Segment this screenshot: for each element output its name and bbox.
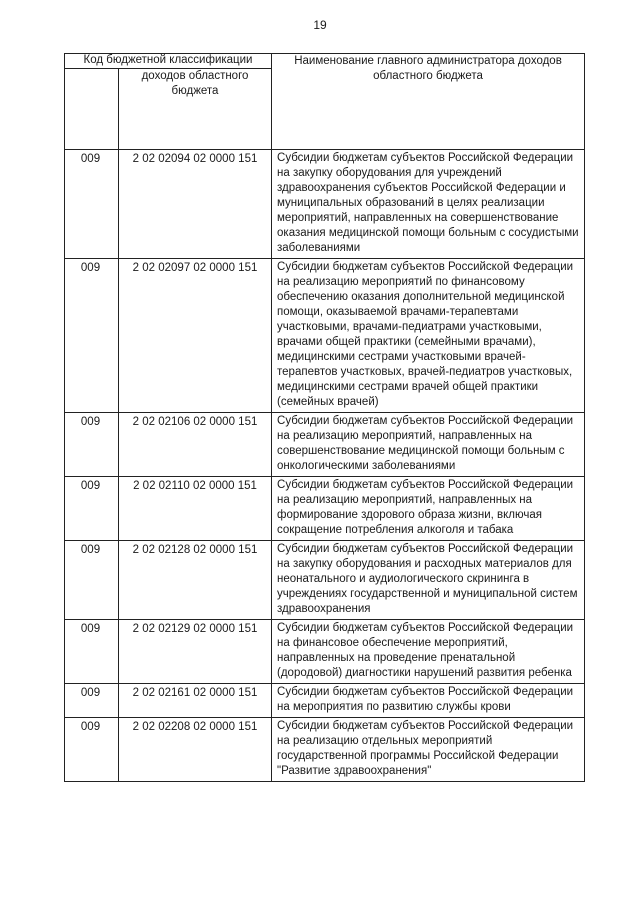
budget-classification-table xyxy=(64,53,585,782)
admin-code-cell: 009 xyxy=(65,620,119,684)
admin-code-cell: 009 xyxy=(65,259,119,413)
table-row xyxy=(65,718,585,782)
table-row xyxy=(65,259,585,413)
table-row xyxy=(65,150,585,259)
table-row xyxy=(65,477,585,541)
header-revenue-code xyxy=(119,69,272,150)
administrator-name-cell: Субсидии бюджетам субъектов Российской Федерации на реализацию мероприятий по финансовому обеспечению оказания дополнительной медицинской помощи, оказываемой врачами-терапевтами участковыми, врачами-педиатрами участковыми, врачами общей практики (семейными врачами), медицинскими сестрами участковыми врачей-терапевтов участковых, врачей-педиатров участковых, медицинскими сестрами врачей общей практики (семейных врачей) xyxy=(272,259,585,413)
administrator-name-cell: Субсидии бюджетам субъектов Российской Федерации на реализацию мероприятий, направленных на формирование здорового образа жизни, включая сокращение потребления алкоголя и табака xyxy=(272,477,585,541)
table-row xyxy=(65,620,585,684)
page-number: 19 xyxy=(313,18,327,32)
revenue-code-cell: 2 02 02161 02 0000 151 xyxy=(119,684,272,718)
administrator-name-cell: Субсидии бюджетам субъектов Российской Федерации на реализацию отдельных мероприятий государственной программы Российской Федерации "Развитие здравоохранения" xyxy=(272,718,585,782)
header-classification-code: Код бюджетной классификации xyxy=(65,54,272,69)
header-admin-cell xyxy=(65,69,119,150)
header-revenue-code-text: доходов областного бюджета xyxy=(141,70,249,97)
revenue-code-cell: 2 02 02106 02 0000 151 xyxy=(119,413,272,477)
header-administrator-name-text: Наименование главного администратора доходов областного бюджета xyxy=(294,55,562,82)
table-row xyxy=(65,413,585,477)
administrator-name-cell: Субсидии бюджетам субъектов Российской Федерации на реализацию мероприятий, направленных на совершенствование медицинской помощи больным с онкологическими заболеваниями xyxy=(272,413,585,477)
revenue-code-cell: 2 02 02110 02 0000 151 xyxy=(119,477,272,541)
admin-code-cell: 009 xyxy=(65,718,119,782)
revenue-code-cell: 2 02 02094 02 0000 151 xyxy=(119,150,272,259)
administrator-name-cell: Субсидии бюджетам субъектов Российской Федерации на финансовое обеспечение мероприятий, направленных на проведение пренатальной (дородовой) диагностики нарушений развития ребенка xyxy=(272,620,585,684)
admin-code-cell: 009 xyxy=(65,477,119,541)
revenue-code-cell: 2 02 02129 02 0000 151 xyxy=(119,620,272,684)
header-administrator-name xyxy=(272,54,585,150)
table-header-row xyxy=(65,54,585,69)
admin-code-cell: 009 xyxy=(65,684,119,718)
revenue-code-cell: 2 02 02097 02 0000 151 xyxy=(119,259,272,413)
administrator-name-cell: Субсидии бюджетам субъектов Российской Федерации на закупку оборудования для учреждений здравоохранения субъектов Российской Федерации и муниципальных образований в целях реализации мероприятий, направленных на совершенствование оказания медицинской помощи больным с сосудистыми заболеваниями xyxy=(272,150,585,259)
admin-code-cell: 009 xyxy=(65,541,119,620)
revenue-code-cell: 2 02 02128 02 0000 151 xyxy=(119,541,272,620)
admin-code-cell: 009 xyxy=(65,413,119,477)
revenue-code-cell: 2 02 02208 02 0000 151 xyxy=(119,718,272,782)
table-row xyxy=(65,541,585,620)
table-body xyxy=(65,150,585,782)
administrator-name-cell: Субсидии бюджетам субъектов Российской Федерации на закупку оборудования и расходных материалов для неонатального и аудиологического скрининга в учреждениях государственной и муниципальной систем здравоохранения xyxy=(272,541,585,620)
administrator-name-cell: Субсидии бюджетам субъектов Российской Федерации на мероприятия по развитию службы крови xyxy=(272,684,585,718)
table-row xyxy=(65,684,585,718)
admin-code-cell: 009 xyxy=(65,150,119,259)
